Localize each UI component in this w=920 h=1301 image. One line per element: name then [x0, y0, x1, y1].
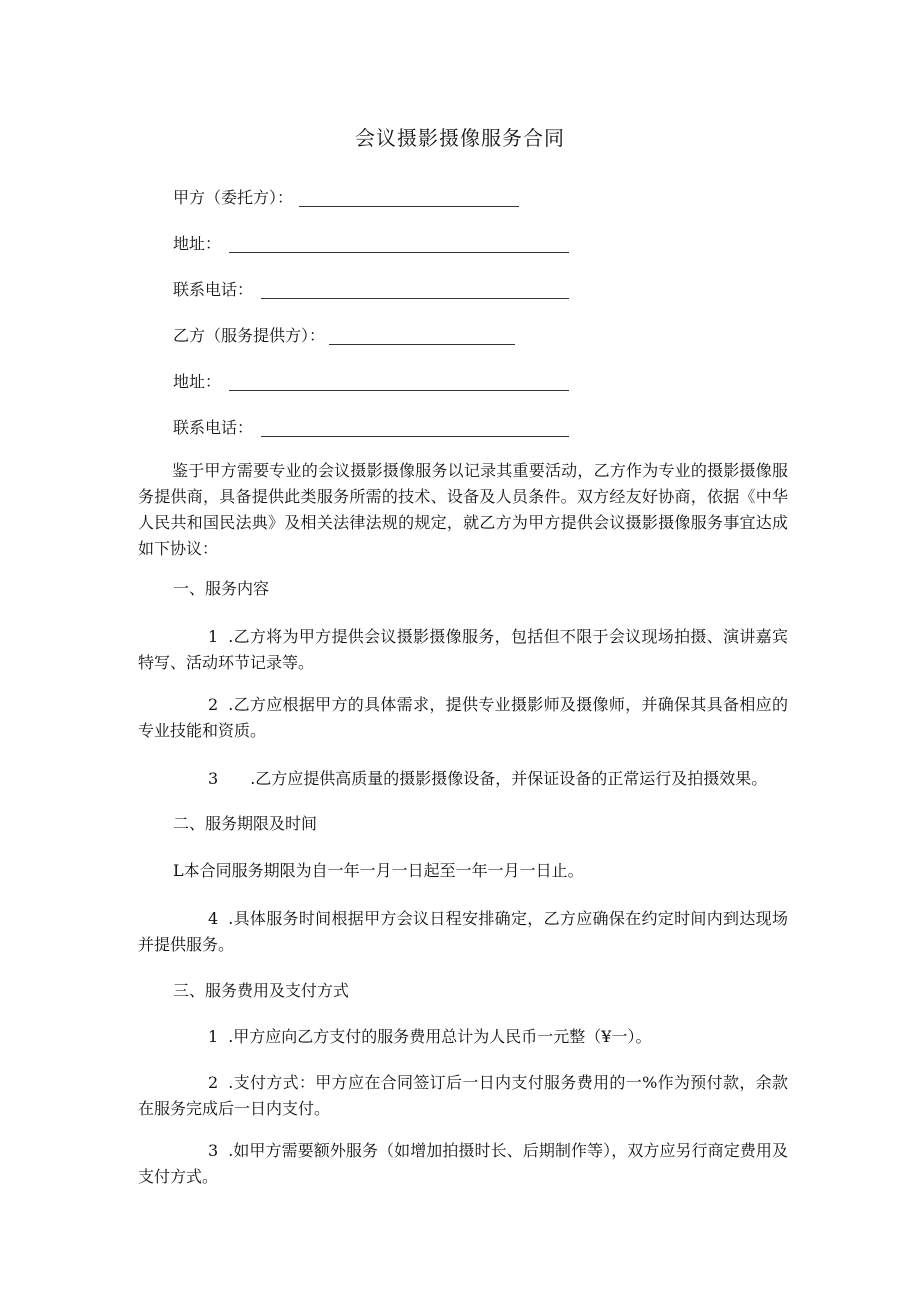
phone-b-label: 联系电话： [173, 418, 254, 437]
section-3-item-1 [138, 1024, 788, 1050]
party-b-field [173, 324, 515, 348]
section-2-item-1 [138, 858, 788, 884]
section-2-item-2 [138, 906, 788, 958]
section-3-item-3 [138, 1138, 788, 1190]
item-text: .乙方将为甲方提供会议摄影摄像服务，包括但不限于会议现场拍摄、演讲嘉宾特写、活动环节记录等。 [138, 627, 788, 672]
section-1-item-3 [138, 766, 788, 792]
section-3-item-2 [138, 1070, 788, 1122]
item-number: 2 [208, 695, 219, 714]
address-a-blank-line [229, 252, 569, 253]
party-a-label: 甲方（委托方）： [173, 188, 294, 207]
item-number: 1 [208, 627, 219, 646]
phone-a-field [173, 278, 569, 302]
party-a-field [173, 186, 519, 210]
party-a-blank-line [299, 206, 519, 207]
item-text: .乙方应提供高质量的摄影摄像设备，并保证设备的正常运行及拍摄效果。 [250, 769, 768, 788]
item-text: .支付方式：甲方应在合同签订后一日内支付服务费用的一%作为预付款，余款在服务完成后一日内支付。 [138, 1073, 788, 1118]
item-number: 2 [208, 1073, 219, 1092]
item-number: 3 [208, 1141, 219, 1160]
item-number: 4 [208, 909, 219, 928]
phone-a-label: 联系电话： [173, 280, 254, 299]
item-text: .如甲方需要额外服务（如增加拍摄时长、后期制作等），双方应另行商定费用及支付方式。 [138, 1141, 788, 1186]
phone-b-field [173, 416, 569, 440]
phone-a-blank-line [261, 298, 569, 299]
item-text: .甲方应向乙方支付的服务费用总计为人民币一元整（¥一）。 [228, 1027, 652, 1046]
item-number: 3 [208, 769, 219, 788]
section-1-heading: 一、服务内容 [173, 579, 270, 598]
intro-paragraph: 鉴于甲方需要专业的会议摄影摄像服务以记录其重要活动，乙方作为专业的摄影摄像服务提供商，具备提供此类服务所需的技术、设备及人员条件。双方经友好协商，依据《中华人民共和国民法典》及相关法律法规的规定，就乙方为甲方提供会议摄影摄像服务事宜达成如下协议： [138, 461, 788, 558]
address-b-label: 地址： [173, 372, 222, 391]
section-3-heading: 三、服务费用及支付方式 [173, 981, 350, 1000]
section-1-item-1 [138, 624, 788, 676]
address-a-field [173, 232, 569, 256]
document-title: 会议摄影摄像服务合同 [355, 126, 565, 150]
party-b-label: 乙方（服务提供方）： [173, 326, 326, 345]
section-1-item-2 [138, 692, 788, 744]
item-text: L本合同服务期限为自一年一月一日起至一年一月一日止。 [173, 861, 584, 880]
address-b-blank-line [229, 390, 569, 391]
item-text: .乙方应根据甲方的具体需求，提供专业摄影师及摄像师，并确保其具备相应的专业技能和资质。 [138, 695, 788, 740]
address-b-field [173, 370, 569, 394]
phone-b-blank-line [261, 436, 569, 437]
party-b-blank-line [329, 344, 515, 345]
item-number: 1 [208, 1027, 219, 1046]
item-text: .具体服务时间根据甲方会议日程安排确定，乙方应确保在约定时间内到达现场并提供服务。 [138, 909, 788, 954]
address-a-label: 地址： [173, 234, 222, 253]
section-2-heading: 二、服务期限及时间 [173, 814, 318, 833]
